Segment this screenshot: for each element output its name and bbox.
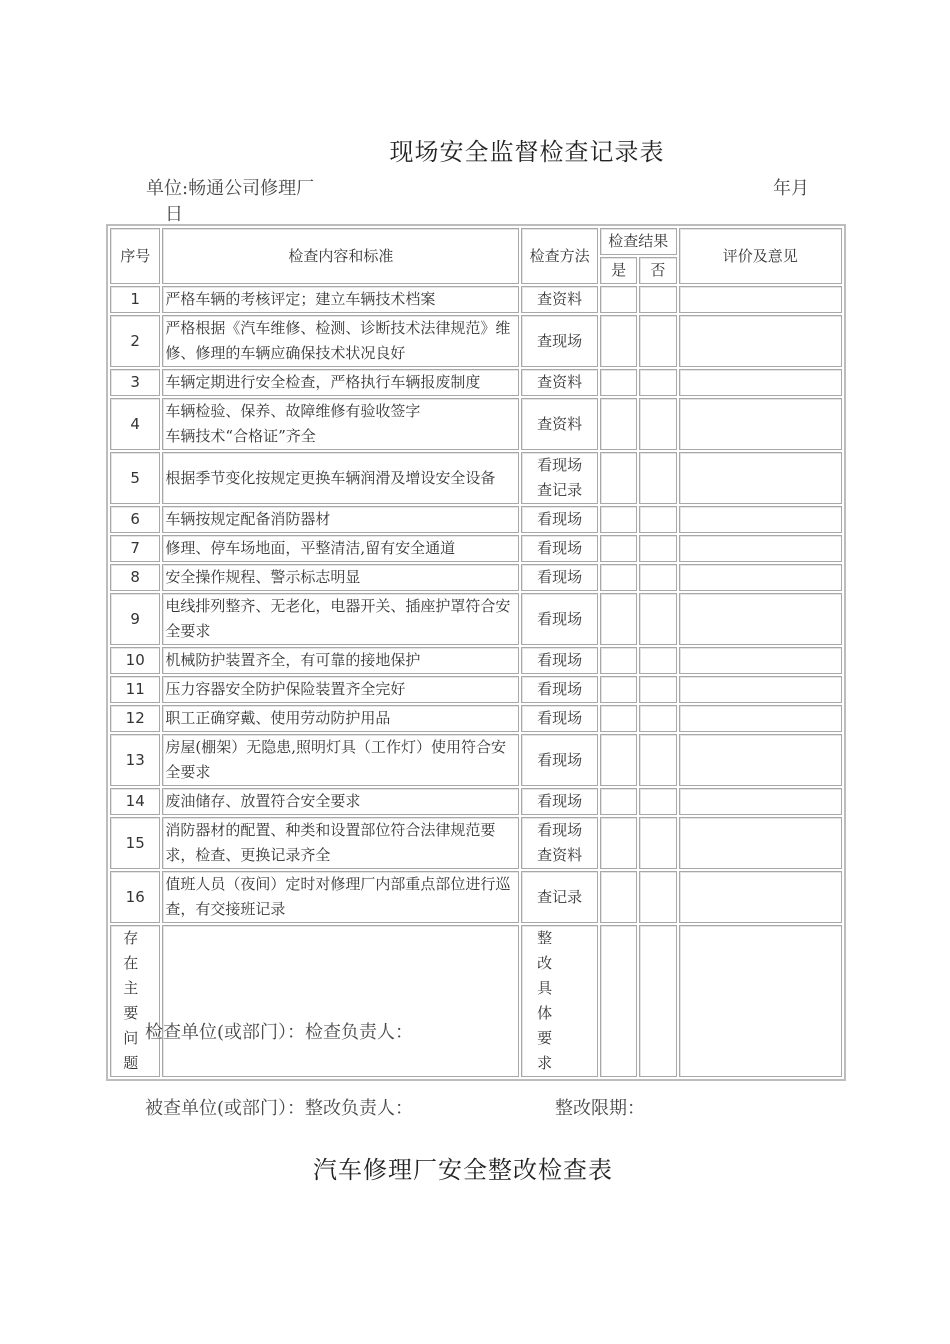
row-content: 车辆按规定配备消防器材 (162, 506, 519, 533)
row-method: 查资料 (521, 369, 598, 396)
table-row (110, 398, 842, 450)
rectification-label-line: 要求 (537, 1029, 583, 1072)
issues-comment (679, 925, 842, 1077)
row-result-no (639, 315, 676, 367)
row-result-yes (600, 369, 637, 396)
table-row (110, 734, 842, 786)
rectification-label-line: 具体 (537, 979, 583, 1022)
row-result-yes (600, 452, 637, 504)
row-result-no (639, 452, 676, 504)
row-comment (679, 705, 842, 732)
row-comment (679, 286, 842, 313)
header-result: 检查结果 (600, 228, 677, 255)
row-result-no (639, 369, 676, 396)
row-method: 查资料 (521, 398, 598, 450)
row-comment (679, 452, 842, 504)
issues-label (110, 925, 160, 1077)
row-comment (679, 369, 842, 396)
row-content: 车辆定期进行安全检查，严格执行车辆报废制度 (162, 369, 519, 396)
row-content: 严格根据《汽车维修、检测、诊断技术法律规范》维修、修理的车辆应确保技术状况良好 (162, 315, 519, 367)
row-number: 10 (110, 647, 160, 674)
row-result-yes (600, 315, 637, 367)
row-comment (679, 871, 842, 923)
header-method: 检查方法 (521, 228, 598, 284)
issues-content (162, 925, 519, 1077)
row-comment (679, 564, 842, 591)
row-content: 根据季节变化按规定更换车辆润滑及增设安全设备 (162, 452, 519, 504)
row-result-no (639, 788, 676, 815)
row-number: 15 (110, 817, 160, 869)
row-comment (679, 647, 842, 674)
row-comment (679, 676, 842, 703)
table-row (110, 315, 842, 367)
row-result-yes (600, 734, 637, 786)
cell-line: 查资料 (537, 846, 583, 864)
header-comment: 评价及意见 (679, 228, 842, 284)
cell-line: 查记录 (537, 481, 583, 499)
row-number: 14 (110, 788, 160, 815)
date-day: 日 (165, 204, 183, 225)
row-method: 看现场 (521, 564, 598, 591)
row-method: 查记录 (521, 871, 598, 923)
row-content: 严格车辆的考核评定；建立车辆技术档案 (162, 286, 519, 313)
row-number: 6 (110, 506, 160, 533)
row-number: 9 (110, 593, 160, 645)
row-result-no (639, 734, 676, 786)
row-result-no (639, 647, 676, 674)
row-number: 1 (110, 286, 160, 313)
row-method (521, 452, 598, 504)
row-result-no (639, 564, 676, 591)
row-result-yes (600, 564, 637, 591)
table-row (110, 817, 842, 869)
row-content: 电线排列整齐、无老化，电器开关、插座护罩符合安全要求 (162, 593, 519, 645)
row-method: 看现场 (521, 705, 598, 732)
row-result-yes (600, 788, 637, 815)
header-content: 检查内容和标准 (162, 228, 519, 284)
row-result-yes (600, 705, 637, 732)
row-content: 修理、停车场地面，平整清洁,留有安全通道 (162, 535, 519, 562)
row-content: 职工正确穿戴、使用劳动防护用品 (162, 705, 519, 732)
row-result-yes (600, 871, 637, 923)
issues-result-yes (600, 925, 637, 1077)
table-row (110, 871, 842, 923)
row-content: 消防器材的配置、种类和设置部位符合法律规范要求，检查、更换记录齐全 (162, 817, 519, 869)
row-comment (679, 506, 842, 533)
table-row (110, 369, 842, 396)
unit-line: 单位:畅通公司修理厂 (146, 178, 315, 199)
row-method: 看现场 (521, 535, 598, 562)
rectification-label-line: 整改 (537, 929, 583, 972)
row-result-yes (600, 647, 637, 674)
row-content: 房屋(棚架）无隐患,照明灯具（工作灯）使用符合安全要求 (162, 734, 519, 786)
row-method: 查现场 (521, 315, 598, 367)
row-comment (679, 817, 842, 869)
cell-line: 车辆检验、保养、故障维修有验收签字 (165, 402, 421, 420)
cell-line: 看现场 (537, 821, 583, 839)
row-content: 值班人员（夜间）定时对修理厂内部重点部位进行巡查，有交接班记录 (162, 871, 519, 923)
header-no: 序号 (110, 228, 160, 284)
table-row (110, 676, 842, 703)
row-number: 3 (110, 369, 160, 396)
row-number: 2 (110, 315, 160, 367)
table-row (110, 535, 842, 562)
inspection-table (106, 224, 846, 1081)
rectification-label (521, 925, 598, 1077)
row-comment (679, 315, 842, 367)
row-number: 8 (110, 564, 160, 591)
row-result-yes (600, 817, 637, 869)
issues-label-line: 存在 (123, 929, 148, 972)
table-row (110, 788, 842, 815)
row-method: 看现场 (521, 593, 598, 645)
next-document-title: 汽车修理厂安全整改检查表 (313, 1156, 613, 1184)
row-comment (679, 535, 842, 562)
table-row (110, 593, 842, 645)
row-result-no (639, 676, 676, 703)
table-row (110, 452, 842, 504)
row-result-no (639, 286, 676, 313)
row-result-no (639, 506, 676, 533)
table-row (110, 705, 842, 732)
cell-line: 车辆技术“合格证”齐全 (165, 427, 316, 445)
row-result-yes (600, 398, 637, 450)
table-row (110, 647, 842, 674)
row-method: 看现场 (521, 647, 598, 674)
row-content (162, 398, 519, 450)
row-number: 11 (110, 676, 160, 703)
document-title: 现场安全监督检查记录表 (389, 138, 665, 166)
row-content: 安全操作规程、警示标志明显 (162, 564, 519, 591)
footer-deadline: 整改限期： (555, 1098, 645, 1119)
cell-line: 看现场 (537, 456, 583, 474)
row-method: 看现场 (521, 676, 598, 703)
issues-label-line: 问题 (123, 1029, 148, 1072)
row-result-no (639, 705, 676, 732)
row-method: 看现场 (521, 788, 598, 815)
row-comment (679, 734, 842, 786)
row-comment (679, 788, 842, 815)
row-comment (679, 398, 842, 450)
table-row (110, 286, 842, 313)
row-content: 废油储存、放置符合安全要求 (162, 788, 519, 815)
row-result-yes (600, 593, 637, 645)
row-method (521, 817, 598, 869)
header-yes: 是 (600, 257, 637, 284)
row-number: 16 (110, 871, 160, 923)
row-result-no (639, 535, 676, 562)
issues-result-no (639, 925, 676, 1077)
row-result-no (639, 593, 676, 645)
row-result-yes (600, 506, 637, 533)
row-number: 7 (110, 535, 160, 562)
row-content: 压力容器安全防护保险装置齐全完好 (162, 676, 519, 703)
row-content: 机械防护装置齐全，有可靠的接地保护 (162, 647, 519, 674)
row-method: 看现场 (521, 506, 598, 533)
row-result-no (639, 871, 676, 923)
date-year-month: 年月 (773, 178, 809, 199)
table-row (110, 564, 842, 591)
row-result-yes (600, 676, 637, 703)
issues-row (110, 925, 842, 1077)
table-row (110, 506, 842, 533)
row-number: 5 (110, 452, 160, 504)
row-result-yes (600, 286, 637, 313)
row-method: 看现场 (521, 734, 598, 786)
row-method: 查资料 (521, 286, 598, 313)
row-result-no (639, 398, 676, 450)
row-comment (679, 593, 842, 645)
row-result-yes (600, 535, 637, 562)
row-result-no (639, 817, 676, 869)
row-number: 13 (110, 734, 160, 786)
issues-label-line: 主要 (123, 979, 148, 1022)
header-no-result: 否 (639, 257, 676, 284)
footer-inspector: 检查单位(或部门）：检查负责人： (145, 1022, 414, 1043)
footer-inspected: 被查单位(或部门）：整改负责人： (145, 1098, 414, 1119)
row-number: 12 (110, 705, 160, 732)
row-number: 4 (110, 398, 160, 450)
